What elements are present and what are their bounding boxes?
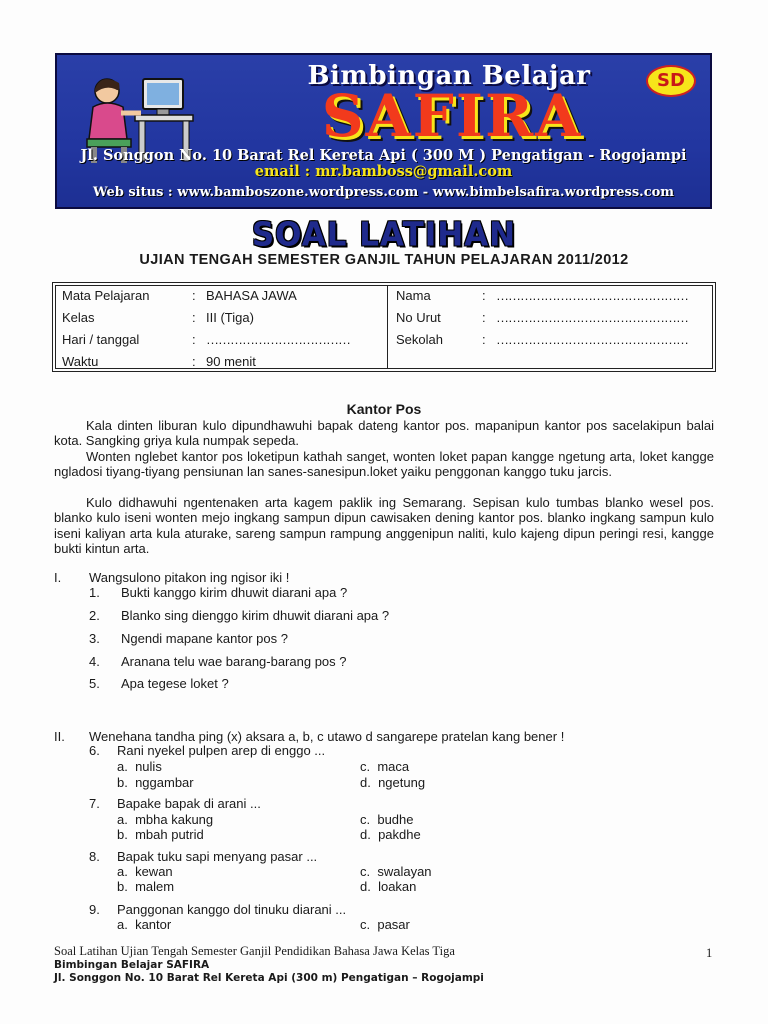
question-number: 2. [89,608,100,623]
section-1-instruction: Wangsulono pitakon ing ngisor iki ! [89,570,290,585]
option-c[interactable]: c. budhe [360,812,414,827]
option-c[interactable]: c. pasar [360,917,410,932]
school-field[interactable]: ………………………………………… [496,332,688,347]
number-field[interactable]: ………………………………………… [496,310,688,325]
option-d[interactable]: d. ngetung [360,775,426,790]
question-text: Ngendi mapane kantor pos ? [121,631,288,646]
reading-paragraph-3: Kulo didhawuhi ngentenaken arta kagem paklik ing Semarang. Sepisan kulo tumbas blanko wesel pos. blanko kulo iseni wonten mejo ingkang sampun dipun cawisaken dening kantor pos. blanko ingkang sampun kulo iseni kaliyan arta kula aturake, sareng sampun rampung anggenipun naliti, kulo kajeng dipun peringi resi, kangge bukti kintun arta. [54,495,714,556]
page-number: 1 [706,946,713,960]
footer-address: Jl. Songgon No. 10 Barat Rel Kereta Api (300 m) Pengatigan – Rogojampi [54,972,484,984]
banner-address: Jl. Songgon No. 10 Barat Rel Kereta Api ( 300 M ) Pengatigan - Rogojampi [80,147,687,164]
banner-websites: Web situs : www.bamboszone.wordpress.com - www.bimbelsafira.wordpress.com [92,185,675,200]
question-number: 4. [89,654,100,669]
question-text: Bapake bapak di arani ... [117,796,261,811]
question-number: 6. [89,743,100,758]
reading-paragraph-2: Wonten nglebet kantor pos loketipun kathah sanget, wonten loket papan kangge ngetung arta, loket kangge ngladosi tiyang-tiyang pensiunan lan sanes-sanesipun.loket yaiku penggonan kanggo tuku jarcis. [54,449,714,480]
page-title: SOAL LATIHAN [251,216,517,254]
question-text: Rani nyekel pulpen arep di enggo ... [117,743,326,758]
question-number: 9. [89,902,100,917]
question-text: Panggonan kanggo dol tinuku diarani ... [117,902,347,917]
option-a[interactable]: a. kantor [117,917,172,932]
info-inner-border: Mata Pelajaran : BAHASA JAWA Kelas : III (Tiga) Hari / tanggal : ……………………………… Waktu : 90 menit Nama : ………………………………………… No Urut : ………………………………………… Sekolah : ………………………………………… [55,285,713,369]
question-number: 7. [89,796,100,811]
option-a[interactable]: a. nulis [117,759,162,774]
question-number: 8. [89,849,100,864]
option-c[interactable]: c. maca [360,759,410,774]
section-2-number: II. [54,729,65,744]
option-d[interactable]: d. pakdhe [360,827,421,842]
option-a[interactable]: a. kewan [117,864,173,879]
question-number: 3. [89,631,100,646]
page-subtitle: UJIAN TENGAH SEMESTER GANJIL TAHUN PELAJARAN 2011/2012 [139,252,629,268]
section-2-instruction: Wenehana tandha ping (x) aksara a, b, c utawo d sangarepe pratelan kang bener ! [89,729,565,744]
footer-org: Bimbingan Belajar SAFIRA [54,959,210,971]
question-text: Apa tegese loket ? [121,676,229,691]
banner-email: email : mr.bamboss@gmail.com [254,163,513,180]
name-field[interactable]: ………………………………………… [496,288,688,303]
option-a[interactable]: a. mbha kakung [117,812,214,827]
question-text: Aranana telu wae barang-barang pos ? [121,654,347,669]
option-b[interactable]: b. malem [117,879,175,894]
info-divider [387,286,388,368]
question-text: Bukti kanggo kirim dhuwit diarani apa ? [121,585,348,600]
question-number: 5. [89,676,100,691]
option-b[interactable]: b. nggambar [117,775,194,790]
reading-paragraph-1: Kala dinten liburan kulo dipundhawuhi bapak dateng kantor pos. mapanipun kantor pos sacelakipun balai kota. Sangking griya kula numpak sepeda. [54,418,714,449]
banner-title: Bimbingan Belajar [307,61,591,91]
section-1-number: I. [54,570,62,585]
option-d[interactable]: d. loakan [360,879,417,894]
option-c[interactable]: c. swalayan [360,864,432,879]
question-text: Bapak tuku sapi menyang pasar ... [117,849,318,864]
banner-brand: SAFIRA [321,82,583,150]
question-text: Blanko sing dienggo kirim dhuwit diarani apa ? [121,608,390,623]
reading-title: Kantor Pos [346,401,422,417]
option-b[interactable]: b. mbah putrid [117,827,204,842]
footer-caption: Soal Latihan Ujian Tengah Semester Ganjil Pendidikan Bahasa Jawa Kelas Tiga [54,944,455,958]
date-field[interactable]: ……………………………… [206,332,350,347]
sd-badge: SD [646,65,696,97]
student-info-box [52,282,716,372]
header-banner [55,53,712,209]
question-number: 1. [89,585,100,600]
